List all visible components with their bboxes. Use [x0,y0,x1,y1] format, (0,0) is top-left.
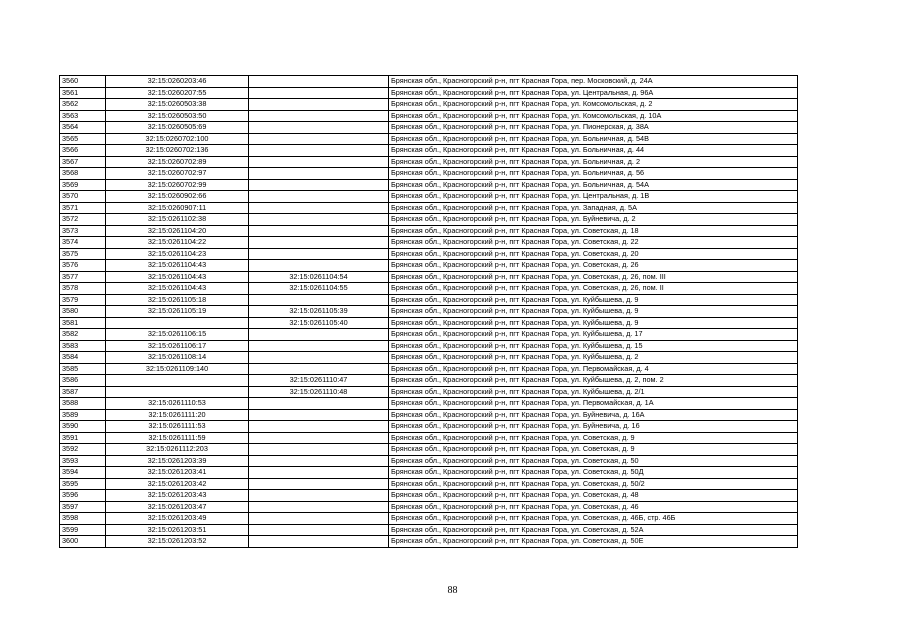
cadastral-number-cell: 32:15:0261111:53 [106,421,249,433]
premises-cadastral-number-cell [249,467,389,479]
row-number-cell: 3562 [60,99,106,111]
premises-cadastral-number-cell [249,122,389,134]
address-cell: Брянская обл., Красногорский р-н, пгт Красная Гора, ул. Первомайская, д. 1А [389,398,798,410]
cadastral-number-cell: 32:15:0261203:43 [106,490,249,502]
row-number-cell: 3587 [60,386,106,398]
address-cell: Брянская обл., Красногорский р-н, пгт Красная Гора, ул. Больничная, д. 44 [389,145,798,157]
premises-cadastral-number-cell [249,501,389,513]
address-cell: Брянская обл., Красногорский р-н, пгт Красная Гора, ул. Советская, д. 20 [389,248,798,260]
table-row [60,490,798,502]
address-cell: Брянская обл., Красногорский р-н, пгт Красная Гора, ул. Буйневича, д. 2 [389,214,798,226]
cadastral-number-cell: 32:15:0261109:140 [106,363,249,375]
table-row [60,375,798,387]
premises-cadastral-number-cell [249,524,389,536]
table-row [60,76,798,88]
row-number-cell: 3563 [60,110,106,122]
cadastral-number-cell: 32:15:0260907:11 [106,202,249,214]
cadastral-number-cell: 32:15:0261102:38 [106,214,249,226]
cadastral-number-cell: 32:15:0261203:47 [106,501,249,513]
address-cell: Брянская обл., Красногорский р-н, пгт Красная Гора, ул. Больничная, д. 54А [389,179,798,191]
cadastral-number-cell: 32:15:0261104:22 [106,237,249,249]
cadastral-number-cell: 32:15:0261105:18 [106,294,249,306]
table-row [60,536,798,548]
premises-cadastral-number-cell [249,455,389,467]
table-row [60,363,798,375]
cadastral-number-cell: 32:15:0260207:55 [106,87,249,99]
cadastral-number-cell [106,386,249,398]
cadastral-number-cell: 32:15:0261104:23 [106,248,249,260]
address-cell: Брянская обл., Красногорский р-н, пгт Красная Гора, ул. Комсомольская, д. 10А [389,110,798,122]
table-row [60,202,798,214]
row-number-cell: 3599 [60,524,106,536]
premises-cadastral-number-cell [249,168,389,180]
row-number-cell: 3568 [60,168,106,180]
table-row [60,248,798,260]
cadastral-number-cell: 32:15:0261108:14 [106,352,249,364]
row-number-cell: 3590 [60,421,106,433]
premises-cadastral-number-cell: 32:15:0261110:48 [249,386,389,398]
table-row [60,168,798,180]
address-cell: Брянская обл., Красногорский р-н, пгт Красная Гора, ул. Комсомольская, д. 2 [389,99,798,111]
cadastral-number-cell: 32:15:0261104:43 [106,283,249,295]
table-row [60,398,798,410]
address-cell: Брянская обл., Красногорский р-н, пгт Красная Гора, ул. Советская, д. 9 [389,432,798,444]
address-cell: Брянская обл., Красногорский р-н, пгт Красная Гора, ул. Советская, д. 52А [389,524,798,536]
premises-cadastral-number-cell [249,133,389,145]
table-row [60,340,798,352]
row-number-cell: 3578 [60,283,106,295]
table-row [60,87,798,99]
address-cell: Брянская обл., Красногорский р-н, пгт Красная Гора, ул. Куйбышева, д. 9 [389,294,798,306]
row-number-cell: 3569 [60,179,106,191]
row-number-cell: 3592 [60,444,106,456]
table-row [60,455,798,467]
premises-cadastral-number-cell [249,329,389,341]
row-number-cell: 3588 [60,398,106,410]
row-number-cell: 3565 [60,133,106,145]
table-row [60,409,798,421]
premises-cadastral-number-cell [249,340,389,352]
premises-cadastral-number-cell [249,110,389,122]
address-cell: Брянская обл., Красногорский р-н, пгт Красная Гора, ул. Советская, д. 50 [389,455,798,467]
row-number-cell: 3567 [60,156,106,168]
row-number-cell: 3579 [60,294,106,306]
premises-cadastral-number-cell [249,237,389,249]
table-row [60,524,798,536]
row-number-cell: 3585 [60,363,106,375]
address-cell: Брянская обл., Красногорский р-н, пгт Красная Гора, ул. Советская, д. 26, пом. II [389,283,798,295]
cadastral-number-cell: 32:15:0260203:46 [106,76,249,88]
row-number-cell: 3594 [60,467,106,479]
table-row [60,329,798,341]
row-number-cell: 3571 [60,202,106,214]
row-number-cell: 3570 [60,191,106,203]
row-number-cell: 3595 [60,478,106,490]
cadastral-number-cell: 32:15:0261106:17 [106,340,249,352]
premises-cadastral-number-cell [249,478,389,490]
table-row [60,352,798,364]
premises-cadastral-number-cell [249,409,389,421]
address-cell: Брянская обл., Красногорский р-н, пгт Красная Гора, ул. Куйбышева, д. 2 [389,352,798,364]
premises-cadastral-number-cell [249,432,389,444]
premises-cadastral-number-cell [249,99,389,111]
row-number-cell: 3575 [60,248,106,260]
row-number-cell: 3581 [60,317,106,329]
row-number-cell: 3560 [60,76,106,88]
table-row [60,444,798,456]
premises-cadastral-number-cell [249,76,389,88]
cadastral-number-cell: 32:15:0261110:53 [106,398,249,410]
row-number-cell: 3593 [60,455,106,467]
row-number-cell: 3564 [60,122,106,134]
premises-cadastral-number-cell [249,398,389,410]
row-number-cell: 3572 [60,214,106,226]
cadastral-number-cell: 32:15:0261104:20 [106,225,249,237]
cadastral-number-cell [106,375,249,387]
row-number-cell: 3576 [60,260,106,272]
premises-cadastral-number-cell [249,352,389,364]
address-cell: Брянская обл., Красногорский р-н, пгт Красная Гора, ул. Советская, д. 46 [389,501,798,513]
table-row [60,271,798,283]
row-number-cell: 3573 [60,225,106,237]
cadastral-number-cell: 32:15:0260503:50 [106,110,249,122]
address-cell: Брянская обл., Красногорский р-н, пгт Красная Гора, ул. Западная, д. 5А [389,202,798,214]
cadastral-number-cell: 32:15:0260702:99 [106,179,249,191]
address-cell: Брянская обл., Красногорский р-н, пгт Красная Гора, ул. Куйбышева, д. 9 [389,306,798,318]
address-cell: Брянская обл., Красногорский р-н, пгт Красная Гора, ул. Советская, д. 50/2 [389,478,798,490]
table-row [60,191,798,203]
address-cell: Брянская обл., Красногорский р-н, пгт Красная Гора, ул. Куйбышева, д. 15 [389,340,798,352]
address-cell: Брянская обл., Красногорский р-н, пгт Красная Гора, пер. Московский, д. 24А [389,76,798,88]
address-cell: Брянская обл., Красногорский р-н, пгт Красная Гора, ул. Буйневича, д. 16 [389,421,798,433]
property-registry-table [59,75,798,548]
registry-table-body [60,76,798,548]
cadastral-number-cell: 32:15:0261111:20 [106,409,249,421]
cadastral-number-cell: 32:15:0261203:52 [106,536,249,548]
cadastral-number-cell: 32:15:0261203:42 [106,478,249,490]
cadastral-number-cell: 32:15:0260902:66 [106,191,249,203]
row-number-cell: 3582 [60,329,106,341]
table-row [60,260,798,272]
address-cell: Брянская обл., Красногорский р-н, пгт Красная Гора, ул. Советская, д. 9 [389,444,798,456]
cadastral-number-cell: 32:15:0260702:136 [106,145,249,157]
cadastral-number-cell: 32:15:0261106:15 [106,329,249,341]
address-cell: Брянская обл., Красногорский р-н, пгт Красная Гора, ул. Больничная, д. 56 [389,168,798,180]
cadastral-number-cell: 32:15:0261104:43 [106,260,249,272]
address-cell: Брянская обл., Красногорский р-н, пгт Красная Гора, ул. Советская, д. 18 [389,225,798,237]
premises-cadastral-number-cell: 32:15:0261110:47 [249,375,389,387]
premises-cadastral-number-cell: 32:15:0261104:55 [249,283,389,295]
address-cell: Брянская обл., Красногорский р-н, пгт Красная Гора, ул. Советская, д. 48 [389,490,798,502]
premises-cadastral-number-cell [249,156,389,168]
row-number-cell: 3574 [60,237,106,249]
row-number-cell: 3566 [60,145,106,157]
table-row [60,179,798,191]
address-cell: Брянская обл., Красногорский р-н, пгт Красная Гора, ул. Куйбышева, д. 17 [389,329,798,341]
address-cell: Брянская обл., Красногорский р-н, пгт Красная Гора, ул. Пионерская, д. 38А [389,122,798,134]
row-number-cell: 3583 [60,340,106,352]
premises-cadastral-number-cell: 32:15:0261105:39 [249,306,389,318]
premises-cadastral-number-cell [249,421,389,433]
table-row [60,133,798,145]
cadastral-number-cell: 32:15:0261104:43 [106,271,249,283]
table-row [60,294,798,306]
cadastral-number-cell [106,317,249,329]
cadastral-number-cell: 32:15:0260505:69 [106,122,249,134]
address-cell: Брянская обл., Красногорский р-н, пгт Красная Гора, ул. Первомайская, д. 4 [389,363,798,375]
address-cell: Брянская обл., Красногорский р-н, пгт Красная Гора, ул. Советская, д. 50Д [389,467,798,479]
cadastral-number-cell: 32:15:0261112:203 [106,444,249,456]
cadastral-number-cell: 32:15:0261203:39 [106,455,249,467]
premises-cadastral-number-cell: 32:15:0261105:40 [249,317,389,329]
table-row [60,386,798,398]
table-row [60,513,798,525]
address-cell: Брянская обл., Красногорский р-н, пгт Красная Гора, ул. Больничная, д. 2 [389,156,798,168]
table-row [60,214,798,226]
address-cell: Брянская обл., Красногорский р-н, пгт Красная Гора, ул. Центральная, д. 1В [389,191,798,203]
cadastral-number-cell: 32:15:0261203:49 [106,513,249,525]
table-row [60,501,798,513]
table-row [60,145,798,157]
premises-cadastral-number-cell [249,536,389,548]
table-row [60,306,798,318]
table-row [60,421,798,433]
premises-cadastral-number-cell [249,179,389,191]
address-cell: Брянская обл., Красногорский р-н, пгт Красная Гора, ул. Куйбышева, д. 2, пом. 2 [389,375,798,387]
address-cell: Брянская обл., Красногорский р-н, пгт Красная Гора, ул. Советская, д. 50Е [389,536,798,548]
address-cell: Брянская обл., Красногорский р-н, пгт Красная Гора, ул. Советская, д. 22 [389,237,798,249]
row-number-cell: 3586 [60,375,106,387]
premises-cadastral-number-cell [249,87,389,99]
cadastral-number-cell: 32:15:0261105:19 [106,306,249,318]
row-number-cell: 3577 [60,271,106,283]
row-number-cell: 3600 [60,536,106,548]
row-number-cell: 3591 [60,432,106,444]
premises-cadastral-number-cell [249,444,389,456]
cadastral-number-cell: 32:15:0260702:97 [106,168,249,180]
premises-cadastral-number-cell [249,294,389,306]
address-cell: Брянская обл., Красногорский р-н, пгт Красная Гора, ул. Куйбышева, д. 9 [389,317,798,329]
premises-cadastral-number-cell [249,248,389,260]
table-row [60,237,798,249]
page-number: 88 [447,585,458,596]
table-row [60,432,798,444]
cadastral-number-cell: 32:15:0261203:51 [106,524,249,536]
row-number-cell: 3596 [60,490,106,502]
row-number-cell: 3589 [60,409,106,421]
row-number-cell: 3580 [60,306,106,318]
premises-cadastral-number-cell [249,513,389,525]
cadastral-number-cell: 32:15:0260503:38 [106,99,249,111]
cadastral-number-cell: 32:15:0261111:59 [106,432,249,444]
row-number-cell: 3584 [60,352,106,364]
cadastral-number-cell: 32:15:0260702:89 [106,156,249,168]
row-number-cell: 3561 [60,87,106,99]
premises-cadastral-number-cell [249,214,389,226]
premises-cadastral-number-cell [249,490,389,502]
cadastral-number-cell: 32:15:0261203:41 [106,467,249,479]
table-row [60,283,798,295]
premises-cadastral-number-cell [249,363,389,375]
address-cell: Брянская обл., Красногорский р-н, пгт Красная Гора, ул. Буйневича, д. 16А [389,409,798,421]
table-row [60,478,798,490]
table-row [60,467,798,479]
address-cell: Брянская обл., Красногорский р-н, пгт Красная Гора, ул. Советская, д. 26 [389,260,798,272]
address-cell: Брянская обл., Красногорский р-н, пгт Красная Гора, ул. Центральная, д. 96А [389,87,798,99]
table-row [60,317,798,329]
row-number-cell: 3598 [60,513,106,525]
address-cell: Брянская обл., Красногорский р-н, пгт Красная Гора, ул. Советская, д. 46Б, стр. 46Б [389,513,798,525]
address-cell: Брянская обл., Красногорский р-н, пгт Красная Гора, ул. Советская, д. 26, пом. III [389,271,798,283]
premises-cadastral-number-cell [249,225,389,237]
row-number-cell: 3597 [60,501,106,513]
premises-cadastral-number-cell [249,202,389,214]
premises-cadastral-number-cell [249,145,389,157]
address-cell: Брянская обл., Красногорский р-н, пгт Красная Гора, ул. Куйбышева, д. 2/1 [389,386,798,398]
address-cell: Брянская обл., Красногорский р-н, пгт Красная Гора, ул. Больничная, д. 54В [389,133,798,145]
table-row [60,122,798,134]
table-row [60,110,798,122]
cadastral-number-cell: 32:15:0260702:100 [106,133,249,145]
table-row [60,99,798,111]
premises-cadastral-number-cell: 32:15:0261104:54 [249,271,389,283]
premises-cadastral-number-cell [249,260,389,272]
table-row [60,225,798,237]
table-row [60,156,798,168]
premises-cadastral-number-cell [249,191,389,203]
